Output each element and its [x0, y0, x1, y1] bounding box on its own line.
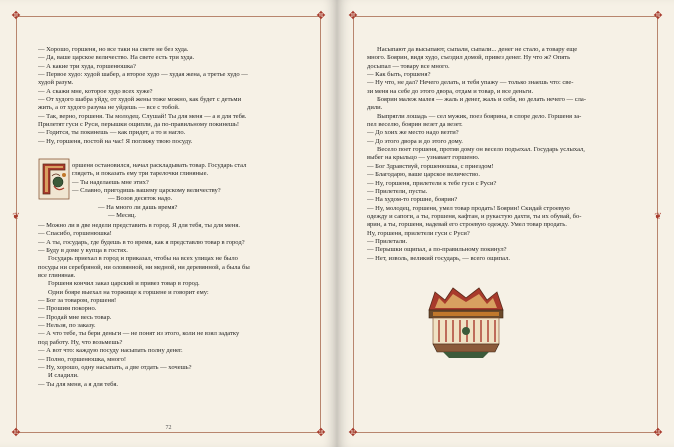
text-line: — Первое худо: худой шабер, а второе худо — худая жена, а третье худо —	[38, 71, 248, 79]
left-text-top	[38, 46, 310, 146]
text-line: — Прошим покорно.	[38, 305, 97, 313]
text-line: — Буду в доме у купца в гостях.	[38, 247, 128, 255]
text-line: — Полно, горшенюшка, много!	[38, 355, 127, 363]
text-line: — Месяц.	[108, 212, 137, 220]
text-line: — А скажи мне, которое худо всех хуже?	[38, 87, 153, 95]
text-line: — А какие три худа, горшенюшка?	[38, 62, 136, 70]
text-line: — От худого шабра уйду, от худой жены тоже можно, как будет с детьми	[38, 96, 242, 104]
text-line: дили.	[367, 104, 383, 112]
left-text-bottom	[38, 222, 310, 389]
text-line: — Можно ли в две недели представить в город. Я для тебя, ты для меня.	[38, 222, 240, 229]
text-line: ярин, а ты, горшеня, надевай его строевую одежду. Умел товар продать.	[367, 221, 567, 229]
page-number: 72	[165, 425, 172, 431]
left-text-dropcap	[38, 162, 310, 220]
text-line: жить, а от худого разума не уйдешь — все с тобой.	[38, 104, 180, 112]
text-line: — Годится, ты покинешь — как придет, а то и нагло.	[38, 129, 186, 137]
text-line: посуды ни серебряной, ни оловянной, ни медной, ни деревянной, а была бы	[38, 263, 250, 271]
text-line: — Возов десяток надо.	[108, 195, 173, 203]
corner-flourish-icon: ✥	[348, 427, 358, 439]
text-line: — Ты наделаешь мне этих?	[72, 178, 149, 186]
text-line: — Ну, хорошо, одну насыпать, а две отдать — хочешь?	[38, 363, 192, 371]
text-line: — Ты для меня, а я для тебя.	[38, 380, 118, 388]
text-line: — Прилетали.	[367, 237, 408, 245]
text-line: оршеня остановился, начал раскладывать товар. Государь стал	[72, 162, 247, 169]
text-line: Одни бояре выехал на торжище к горшене и говорит ему:	[48, 288, 209, 296]
text-line: — Да, ваше царское величество. На свете есть три худа.	[38, 54, 195, 62]
text-line: — Так, верно, горшеня. Ты молодец. Слушай! Ты для меня — а я для тебя.	[38, 112, 247, 120]
text-line: — А ты, государь, где будешь в то время, как я представлю товар в город?	[38, 238, 245, 246]
corner-flourish-icon: ✥	[653, 427, 663, 439]
text-line: Горшеня кончил заказ царский и привез товар в город.	[48, 280, 200, 288]
text-line: — Продай мне весь товар.	[38, 313, 112, 321]
text-line: — На много ли дашь время?	[98, 203, 178, 211]
text-line: — Бог Здравствуй, горшенюшка, с приездом!	[367, 162, 494, 170]
folk-headpiece-ornament-icon	[423, 282, 509, 360]
text-line: Боярин малеж малея — жаль и денег, жаль и себя, но делать нечего — сла-	[377, 96, 586, 104]
text-line: — Славно, пригодишь вашему царскому величеству?	[72, 187, 221, 195]
text-line: досыпал — товару все много.	[367, 62, 450, 70]
text-line: — Ну, горшеня, постой на час! Я погляжу твою посуду.	[38, 137, 193, 145]
right-page	[337, 0, 674, 447]
text-line: Прилетят гуси с Руси, перышки ощипли, да по-правильному покинешь!	[38, 121, 240, 129]
text-line: глядеть, и показать ему три тарелочки глиняные.	[72, 170, 209, 178]
corner-flourish-icon: ✥	[11, 427, 21, 439]
text-line: Весело поет горшеня, против дому он весело подъехал. Государь услыхал,	[377, 146, 585, 154]
text-line: — До хоих же место надо везти?	[367, 129, 459, 137]
text-line: Ну, горшеня, прилетели гуси с Руси?	[367, 229, 470, 237]
text-line: — Как быть, горшеня?	[367, 71, 431, 79]
text-line: одежду и сапоги, а ты, горшеня, кафтан, и рукастую дахти, ты их обувай, бо-	[367, 212, 582, 220]
right-text	[367, 46, 647, 263]
text-line: под работу. Ну, что возьмешь?	[38, 338, 123, 346]
text-line: все глиняная.	[38, 272, 76, 280]
corner-flourish-icon: ✥	[316, 427, 326, 439]
text-line: — Хорошо, горшеня, но все таки на свете не без худа.	[38, 46, 189, 53]
corner-flourish-icon: ✥	[653, 10, 663, 22]
text-line: зи меня на себе до этого двора, отдам и товар, и все деньги.	[367, 87, 534, 95]
text-line: — Ну что, не дал? Нечего делать, и тебя упажу — только знаешь что: све-	[367, 79, 574, 87]
corner-flourish-icon: ✥	[348, 10, 358, 22]
text-line: худой разум.	[38, 79, 74, 87]
corner-flourish-icon: ✥	[316, 10, 326, 22]
text-line: — Спасибо, горшенюшка!	[38, 230, 112, 238]
text-line: Выпрягли лошадь — сел мужик, поез боярина, в споре дело. Горшеня за-	[377, 112, 582, 120]
text-line: — Перышки ощипал, а по-правильному покинул?	[367, 246, 507, 254]
text-line: Насыпают да высыпают, сыпали, сыпали... денег не стало, а товару еще	[377, 46, 578, 53]
text-line: — Ну, горшеня, прилетели к тебе гуси с Руси?	[367, 179, 497, 187]
text-line: И сладили.	[48, 372, 79, 380]
text-line: выбег на крыльцо — узнавает горшеню.	[367, 154, 480, 162]
text-line: — Прилетели, пусты.	[367, 187, 428, 195]
text-line: — Благодарю, ваше царское величество.	[367, 171, 480, 179]
text-line: — Ну, молодец, горшеня, умел товар продать! Боярин! Скидай строевую	[367, 204, 570, 212]
corner-flourish-icon: ✥	[11, 10, 21, 22]
side-flourish-icon: ❦	[654, 211, 662, 221]
text-line: пел веселю, боярин везет да везет.	[367, 121, 463, 129]
text-line: — На худом-то горшне, боярин?	[367, 196, 458, 204]
text-line: — А вот что: каждую посуду насыпать полну денег.	[38, 347, 183, 355]
text-line: — Нельзя, по заказу.	[38, 322, 96, 330]
text-line: — Бог за товаром, горшеня!	[38, 297, 117, 305]
text-line: много. Боярин, видя худо, съездил домой, привез денег. Ну что ж? Опять	[367, 54, 571, 62]
side-flourish-icon: ❦	[12, 211, 20, 221]
text-line: — До этого двора и до этого дому.	[367, 137, 463, 145]
text-line: — Нет, изволь, великий государь, — всего ощипал.	[367, 254, 511, 262]
text-line: Государь приехал в город и приказал, чтобы на всех улицах не было	[48, 255, 238, 263]
text-line: — А что тебе, ты бери деньги — не понят из этого, коли не взял задатку	[38, 330, 240, 338]
